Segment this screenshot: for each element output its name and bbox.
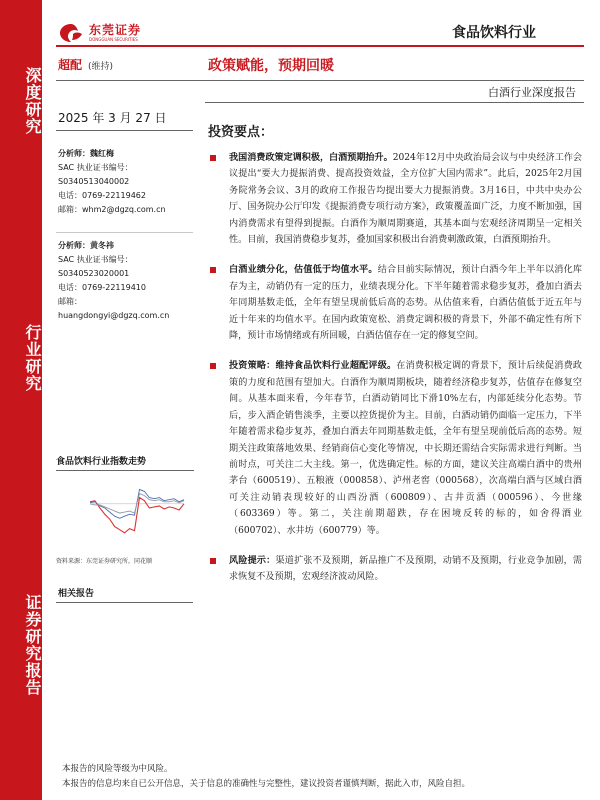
sidebar — [0, 0, 42, 800]
chart-title-divider — [56, 470, 194, 471]
investment-point — [208, 262, 582, 344]
footer-disclaimer — [62, 762, 582, 792]
bullet-square-icon — [210, 155, 216, 161]
related-reports-heading: 相关报告 — [58, 589, 95, 599]
chart-series-line-3 — [90, 494, 184, 514]
analyst-phone: 电话：0769-22119410 — [58, 283, 146, 292]
investment-points-heading: 投资要点： — [208, 125, 274, 140]
report-type-divider — [205, 102, 584, 103]
logo-chinese: 东莞证券 — [89, 22, 142, 37]
header-divider — [56, 45, 584, 47]
analyst-email[interactable]: 邮箱：whm2@dgzq.com.cn — [58, 205, 166, 214]
analyst-cert-number: S0340523020001 — [58, 269, 130, 278]
point-body: 结合目前实际情况，预计白酒今年上半年以消化库存为主，动销仍有一定的压力，业绩表现分化。下半年随着需求稳步复苏，叠加白酒去年同期基数走低，全年有望呈现前低后高的态势。从估值来看，白酒估值低于近五年与近十年来的均值水平。在国内政策宽松、消费定调积极的背景下，外部不确定性有所下降，预计市场情绪或有所回暖，白酒估值存在一定的修复空间。 — [229, 265, 582, 342]
related-reports-divider — [56, 602, 193, 603]
point-lead: 白酒业绩分化，估值低于均值水平。 — [229, 265, 378, 276]
title-divider — [56, 80, 584, 81]
analyst-phone: 电话：0769-22119462 — [58, 191, 146, 200]
chart-source: 资料来源：东莞证券研究所，同花顺 — [56, 558, 153, 565]
analyst-name: 分析师：黄冬祎 — [58, 241, 114, 250]
analyst-divider — [56, 232, 193, 233]
rating-value: 超配 — [58, 58, 83, 72]
analyst-card — [58, 239, 198, 323]
company-logo — [58, 22, 141, 44]
analyst-name: 分析师：魏红梅 — [58, 149, 114, 158]
footer-source-note: 本报告的信息均来自已公开信息，关于信息的准确性与完整性，建议投资者谨慎判断，据此入市，风险自担。 — [62, 779, 471, 789]
investment-point — [208, 358, 582, 538]
report-type: 白酒行业深度报告 — [488, 86, 576, 99]
rating-note: (维持) — [88, 62, 114, 72]
sidebar-label-industry-research: 行业研究 — [23, 324, 42, 392]
analyst-card — [58, 147, 198, 217]
rating-block — [58, 56, 113, 73]
analyst-cert-number: S0340513040002 — [58, 177, 130, 186]
footer-risk-level: 本报告的风险等级为中风险。 — [62, 764, 173, 774]
logo-english: DONGGUAN SECURITIES — [89, 36, 138, 42]
index-trend-chart — [56, 474, 194, 554]
investment-point — [208, 553, 582, 586]
report-date: 2025 年 3 月 27 日 — [58, 111, 167, 125]
investment-point — [208, 150, 582, 248]
bullet-square-icon — [210, 558, 216, 564]
investment-points — [208, 150, 582, 586]
point-body: 渠道扩张不及预期，新品推广不及预期，动销不及预期，行业竞争加剧，需求恢复不及预期，宏观经济波动风险。 — [229, 555, 582, 583]
analyst-email-label: 邮箱： — [58, 297, 82, 306]
bullet-square-icon — [210, 363, 216, 369]
point-lead: 风险提示： — [229, 555, 276, 566]
analyst-email[interactable]: huangdongyi@dgzq.com.cn — [58, 311, 170, 320]
industry-name: 食品饮料行业 — [452, 25, 536, 41]
chart-title: 食品饮料行业指数走势 — [56, 457, 147, 467]
analyst-cert-label: SAC 执业证书编号： — [58, 163, 133, 172]
sidebar-label-deep-research: 深度研究 — [23, 67, 42, 135]
sidebar-label-securities-report: 证券研究报告 — [23, 594, 42, 696]
report-title: 政策赋能，预期回暖 — [208, 58, 334, 74]
bullet-square-icon — [210, 267, 216, 273]
logo-mark-icon — [58, 22, 84, 44]
analyst-cert-label: SAC 执业证书编号： — [58, 255, 133, 264]
point-lead: 投资策略：维持食品饮料行业超配评级。 — [229, 361, 397, 372]
date-divider — [56, 130, 193, 131]
index-chart-block — [56, 454, 194, 574]
point-lead: 我国消费政策定调积极，白酒预期抬升。 — [229, 153, 393, 163]
point-body: 在消费积极定调的背景下，预计后续促消费政策的力度和范围有望加大。白酒作为顺周期板块，随着经济稳步复苏，估值存在修复空间。从基本面来看，今年春节，白酒动销同比下滑10%左右，内部延续分化态势。节后，步入酒企销售淡季，主要以控货提价为主。目前，白酒动销仍面临一定压力，下半年随着需求稳步复苏，叠加白酒去年同期基数走低，全年有望呈现前低后高的态势。短期关注政策落地效果、经销商信心变化等情况，中长期还需结合实际需求进行判断。当前时点，可关注二大主线。第一，优选确定性。标的方面，建议关注高端白酒中的贵州茅台（600519）、五粮液（000858）、泸州老窖（000568），次高端白酒与区域白酒可关注动销表现较好的山西汾酒（600809）、古井贡酒（000596）、今世缘（603369）等。第二，关注前期超跌，存在困境反转的标的，如舍得酒业（600702）、水井坊（600779）等。 — [229, 361, 582, 536]
point-body: 2024年12月中央政治局会议与中央经济工作会议提出“要大力提振消费、提高投资效益，全方位扩大国内需求”。此后，2025年2月国务院常务会议、3月的政府工作报告均提出要大力提振消费。3月16日，中共中央办公厅、国务院办公厅印发《提振消费专项行动方案》，政策覆盖面广泛，力度不断加强，国内消费需求有望得到提振。白酒作为顺周期赛道，其基本面与宏观经济周期呈一定相关性。目前，我国消费稳步复苏，叠加国家积极出台消费刺激政策，白酒预期抬升。 — [229, 153, 583, 246]
